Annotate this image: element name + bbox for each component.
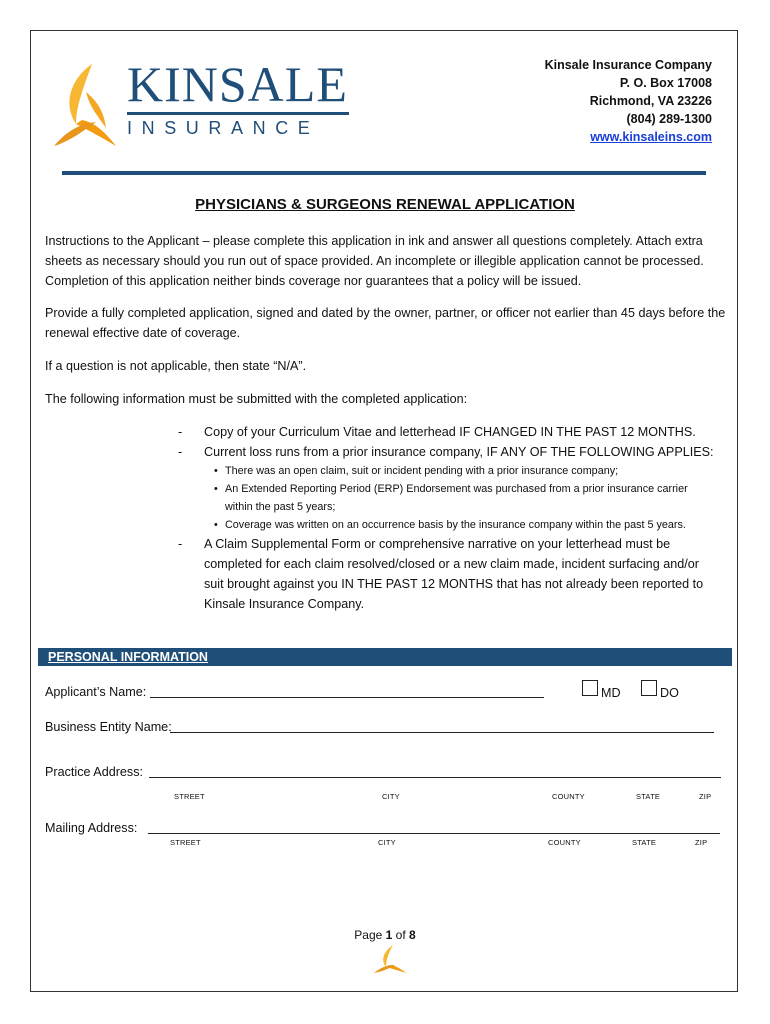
condition-item [214, 480, 718, 516]
practice-zip-caption: ZIP [699, 792, 712, 801]
practice-street-caption: STREET [174, 792, 205, 801]
practice-county-caption: COUNTY [552, 792, 585, 801]
header-rule [62, 171, 706, 175]
logo-word-insurance: INSURANCE [127, 118, 320, 138]
personal-info-section-header [38, 648, 732, 666]
practice-address-label: Practice Address: [45, 765, 143, 779]
page-word: Page [354, 928, 383, 942]
mailing-state-caption: STATE [632, 838, 657, 847]
mailing-address-label: Mailing Address: [45, 821, 138, 835]
bullet-marker: • [214, 465, 218, 477]
mailing-street-caption: STREET [170, 838, 201, 847]
na-instruction: If a question is not applicable, then state “N/A”. [45, 359, 307, 373]
kinsale-logo-icon [52, 62, 118, 148]
practice-state-caption: STATE [636, 792, 661, 801]
requirement-item [178, 534, 718, 614]
company-po-box: P. O. Box 17008 [619, 76, 712, 90]
requirement-text: A Claim Supplemental Form or comprehensive narrative on your letterhead must be completed for each claim resolved/closed or a new claim made, incident surfacing and/or suit brought against you IN THE PAST 12 MONTHS that has not already been reported to Kinsale Insurance Company. [204, 537, 704, 611]
condition-item [214, 462, 718, 480]
md-checkbox[interactable] [582, 680, 598, 696]
bullet-marker: • [214, 519, 218, 531]
company-website-link[interactable]: www.kinsaleins.com [590, 130, 712, 144]
mailing-zip-caption: ZIP [695, 838, 708, 847]
dash-marker: - [178, 537, 183, 551]
requirement-text: Current loss runs from a prior insurance company, IF ANY OF THE FOLLOWING APPLIES: [204, 445, 714, 459]
do-checkbox[interactable] [641, 680, 657, 696]
bullet-marker: • [214, 483, 218, 495]
page-total: 8 [409, 928, 416, 942]
dash-marker: - [178, 445, 183, 459]
instructions-paragraph: Instructions to the Applicant – please complete this application in ink and answer all questions completely. Attach extra sheets as necessary should you run out of space provided. An incomplete or illegible application cannot be processed. Completion of this application neither binds coverage nor guarantees that a policy will be issued. [45, 234, 704, 288]
applicant-name-field[interactable] [150, 697, 544, 698]
company-name: Kinsale Insurance Company [544, 58, 712, 72]
logo-word-kinsale: KINSALE [127, 56, 348, 112]
requirements-list [178, 422, 718, 614]
requirement-item [178, 422, 718, 442]
submission-intro: The following information must be submitted with the completed application: [45, 392, 468, 406]
signing-paragraph: Provide a fully completed application, signed and dated by the owner, partner, or officer not earlier than 45 days before the renewal effective date of coverage. [45, 306, 726, 340]
page-current: 1 [385, 928, 393, 942]
mailing-city-caption: CITY [378, 838, 396, 847]
company-city-state: Richmond, VA 23226 [589, 94, 712, 108]
business-entity-label: Business Entity Name: [45, 720, 172, 734]
condition-text: An Extended Reporting Period (ERP) Endorsement was purchased from a prior insurance carrier within the past 5 years; [225, 483, 688, 513]
page-title: PHYSICIANS & SURGEONS RENEWAL APPLICATION [195, 196, 575, 213]
loss-run-conditions [178, 462, 718, 534]
section-title: PERSONAL INFORMATION [48, 650, 208, 664]
page-number [0, 928, 770, 942]
mailing-address-field[interactable] [148, 833, 720, 834]
applicant-name-label: Applicant’s Name: [45, 685, 147, 699]
practice-address-field[interactable] [149, 777, 721, 778]
requirement-text: Copy of your Curriculum Vitae and letterhead IF CHANGED IN THE PAST 12 MONTHS. [204, 425, 696, 439]
condition-text: Coverage was written on an occurrence basis by the insurance company within the past 5 years. [225, 519, 686, 531]
of-word: of [395, 928, 406, 942]
requirement-item [178, 442, 718, 462]
md-label: MD [601, 686, 621, 700]
do-label: DO [660, 686, 679, 700]
business-entity-field[interactable] [170, 732, 714, 733]
company-phone: (804) 289-1300 [626, 112, 712, 126]
practice-city-caption: CITY [382, 792, 400, 801]
footer-logo-icon [373, 944, 407, 974]
kinsale-wordmark [127, 56, 357, 140]
condition-text: There was an open claim, suit or incident pending with a prior insurance company; [225, 465, 619, 477]
company-address-block [545, 56, 712, 146]
mailing-county-caption: COUNTY [548, 838, 581, 847]
dash-marker: - [178, 425, 183, 439]
condition-item [214, 516, 718, 534]
